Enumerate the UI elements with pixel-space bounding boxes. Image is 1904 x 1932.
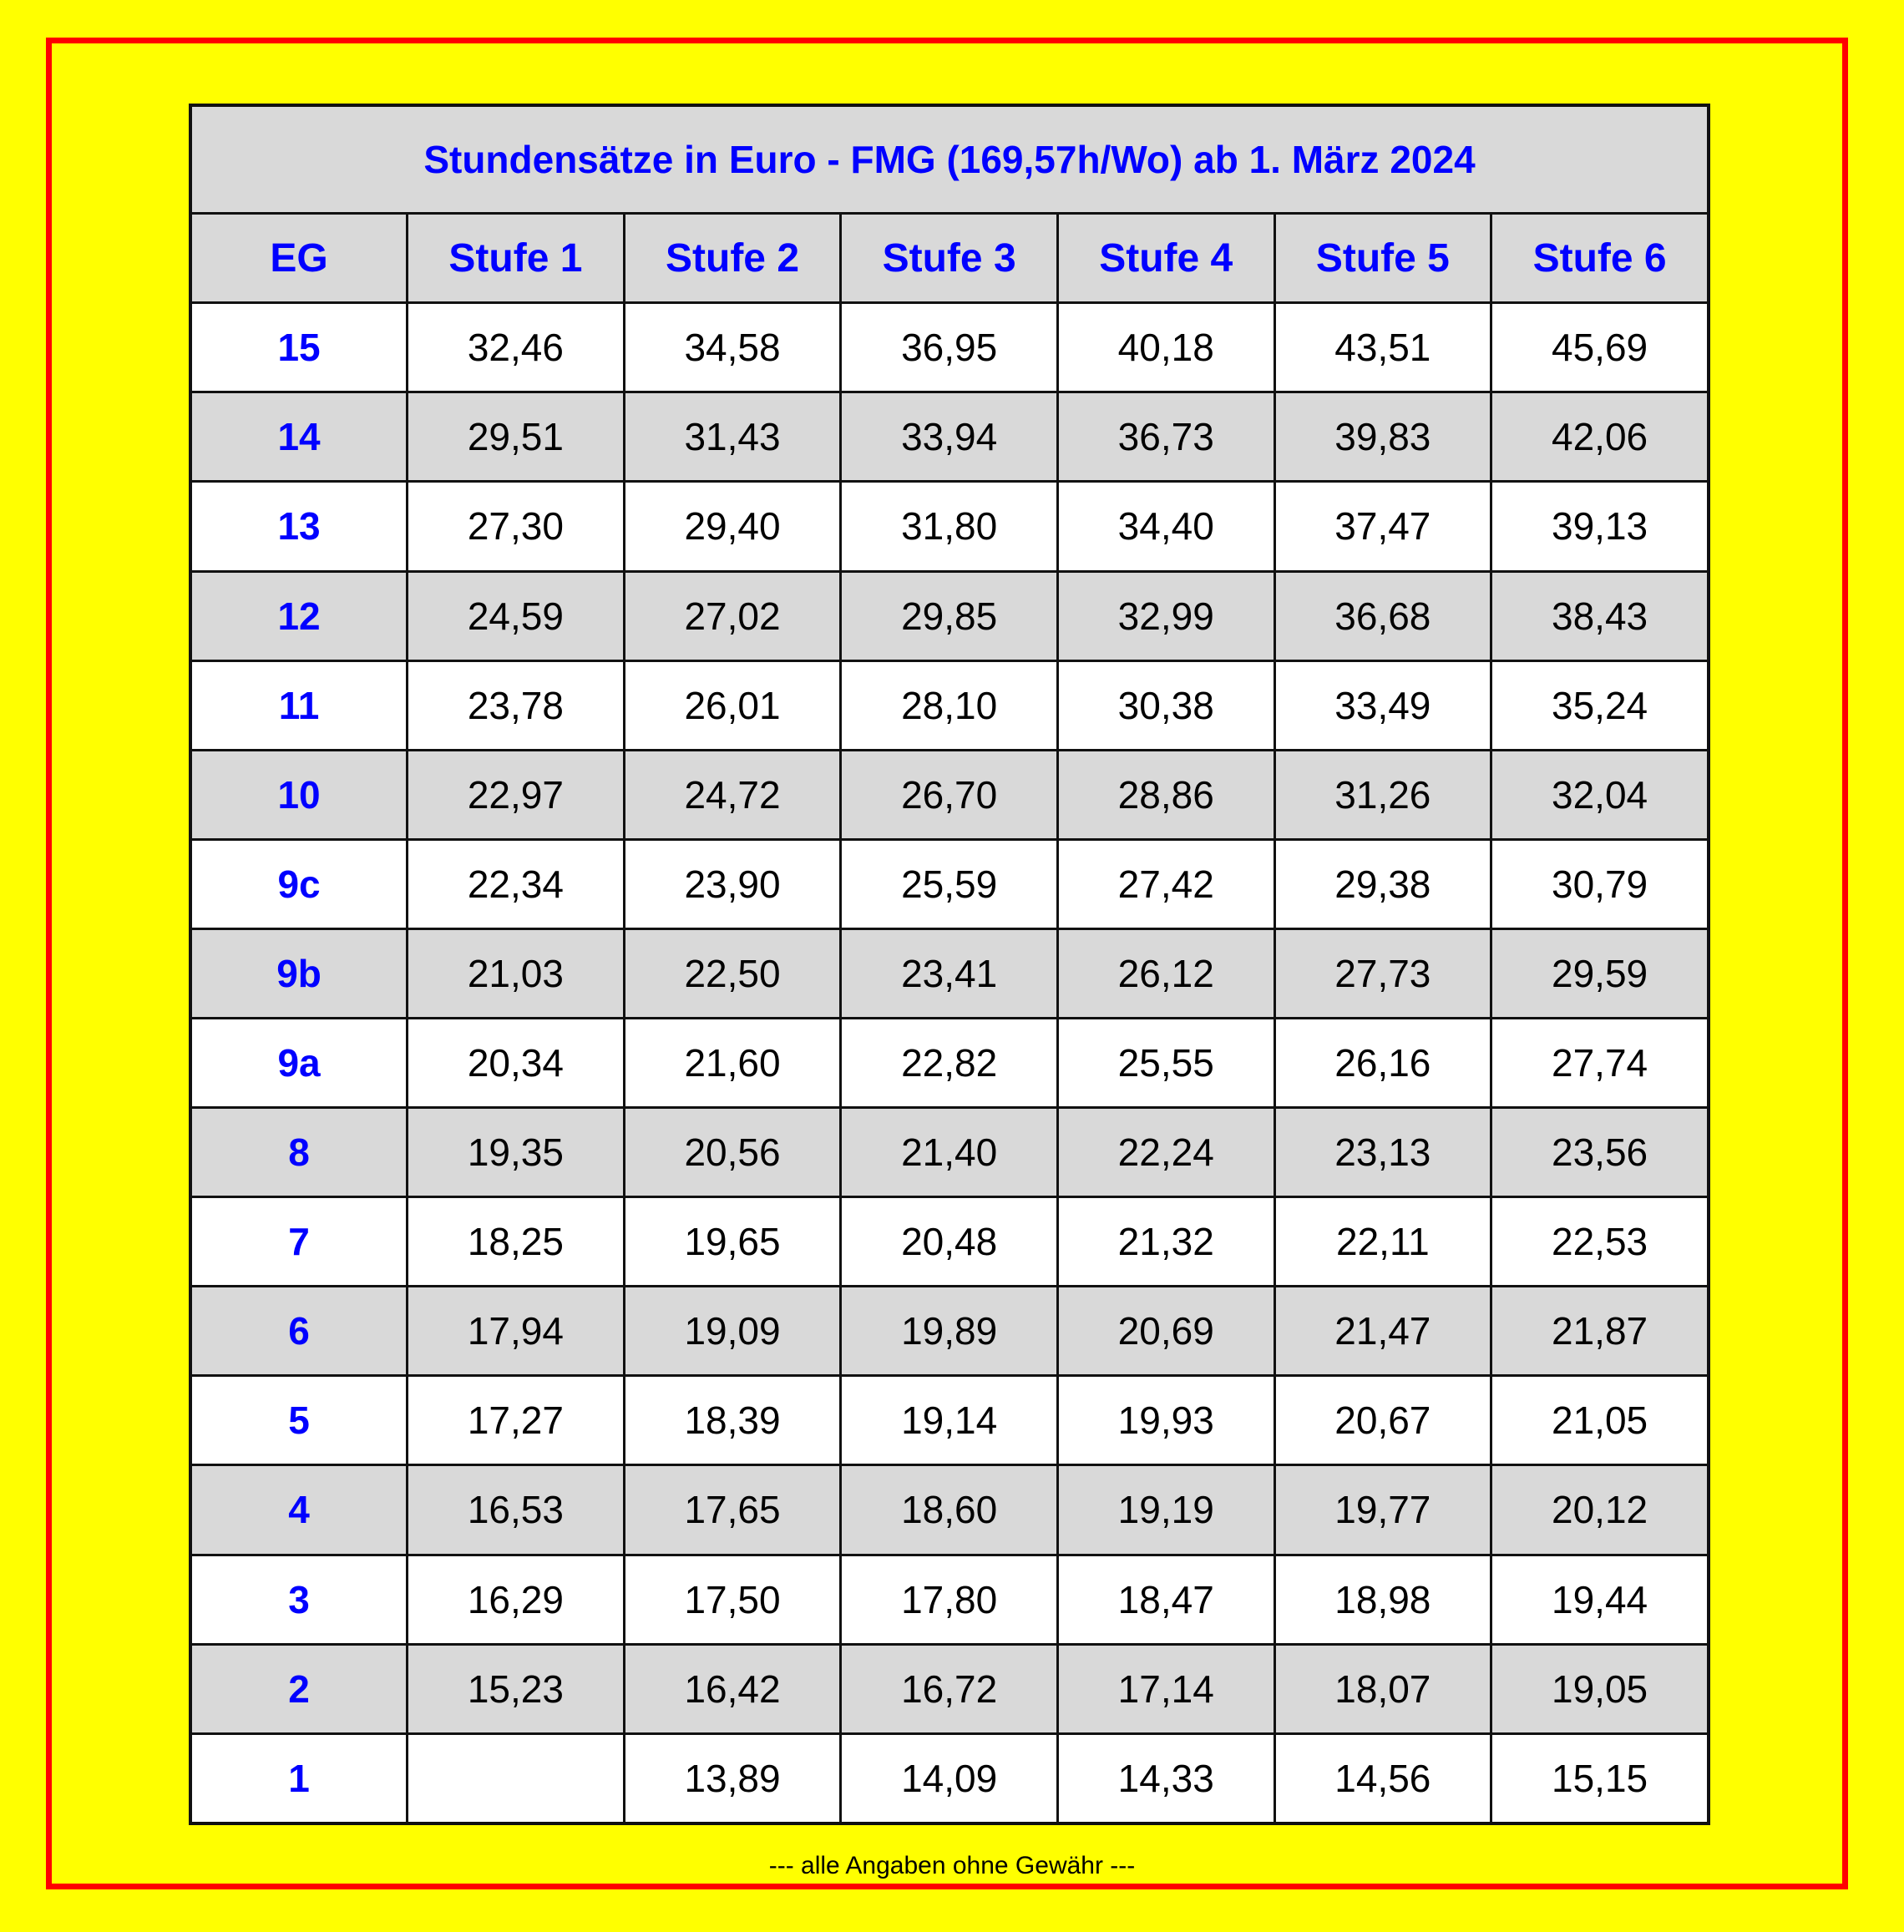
rate-cell: 16,29 <box>408 1555 625 1644</box>
rate-cell: 15,15 <box>1491 1733 1709 1823</box>
rate-cell: 18,07 <box>1274 1644 1491 1733</box>
rate-cell: 17,80 <box>841 1555 1058 1644</box>
rate-table <box>189 104 1710 1825</box>
rate-cell: 38,43 <box>1491 571 1709 660</box>
rate-cell: 22,82 <box>841 1018 1058 1107</box>
rate-cell: 31,43 <box>624 392 841 482</box>
table-row <box>190 1108 1709 1197</box>
rate-cell: 31,80 <box>841 482 1058 571</box>
eg-cell: 5 <box>190 1376 408 1465</box>
rate-cell: 29,51 <box>408 392 625 482</box>
rate-cell: 18,25 <box>408 1197 625 1287</box>
table-row <box>190 750 1709 839</box>
eg-cell: 6 <box>190 1287 408 1376</box>
rate-cell: 14,33 <box>1057 1733 1274 1823</box>
rate-cell: 17,65 <box>624 1465 841 1555</box>
eg-cell: 8 <box>190 1108 408 1197</box>
table-row <box>190 1465 1709 1555</box>
rate-cell: 21,40 <box>841 1108 1058 1197</box>
rate-cell: 30,79 <box>1491 839 1709 928</box>
column-header-stufe-1: Stufe 1 <box>408 214 625 303</box>
eg-cell: 1 <box>190 1733 408 1823</box>
title-row <box>190 105 1709 214</box>
rate-cell: 27,02 <box>624 571 841 660</box>
table-row <box>190 482 1709 571</box>
disclaimer-footnote: --- alle Angaben ohne Gewähr --- <box>768 1852 1136 1879</box>
rate-cell: 26,70 <box>841 750 1058 839</box>
column-header-eg: EG <box>190 214 408 303</box>
rate-cell: 33,49 <box>1274 660 1491 750</box>
rate-cell: 36,68 <box>1274 571 1491 660</box>
eg-cell: 2 <box>190 1644 408 1733</box>
eg-cell: 7 <box>190 1197 408 1287</box>
rate-cell: 42,06 <box>1491 392 1709 482</box>
rate-cell: 40,18 <box>1057 303 1274 392</box>
rate-cell: 29,59 <box>1491 928 1709 1018</box>
eg-cell: 9c <box>190 839 408 928</box>
eg-cell: 14 <box>190 392 408 482</box>
rate-cell: 45,69 <box>1491 303 1709 392</box>
rate-cell: 18,47 <box>1057 1555 1274 1644</box>
table-row <box>190 1733 1709 1823</box>
rate-cell: 31,26 <box>1274 750 1491 839</box>
rate-cell: 17,50 <box>624 1555 841 1644</box>
rate-cell: 25,59 <box>841 839 1058 928</box>
rate-cell: 18,39 <box>624 1376 841 1465</box>
rate-cell: 20,34 <box>408 1018 625 1107</box>
column-header-stufe-5: Stufe 5 <box>1274 214 1491 303</box>
rate-cell: 37,47 <box>1274 482 1491 571</box>
rate-cell: 30,38 <box>1057 660 1274 750</box>
table-title: Stundensätze in Euro - FMG (169,57h/Wo) ab 1. März 2024 <box>190 105 1709 214</box>
rate-cell: 19,65 <box>624 1197 841 1287</box>
rate-cell: 17,14 <box>1057 1644 1274 1733</box>
table-row <box>190 1287 1709 1376</box>
rate-cell: 36,73 <box>1057 392 1274 482</box>
eg-cell: 9a <box>190 1018 408 1107</box>
eg-cell: 13 <box>190 482 408 571</box>
rate-cell: 18,60 <box>841 1465 1058 1555</box>
rate-cell: 39,13 <box>1491 482 1709 571</box>
rate-cell: 20,67 <box>1274 1376 1491 1465</box>
header-row <box>190 214 1709 303</box>
rate-cell: 15,23 <box>408 1644 625 1733</box>
table-row <box>190 571 1709 660</box>
rate-cell: 22,53 <box>1491 1197 1709 1287</box>
rate-cell: 28,86 <box>1057 750 1274 839</box>
rate-cell: 16,42 <box>624 1644 841 1733</box>
rate-cell: 18,98 <box>1274 1555 1491 1644</box>
column-header-stufe-6: Stufe 6 <box>1491 214 1709 303</box>
rate-cell: 23,56 <box>1491 1108 1709 1197</box>
rate-cell: 27,74 <box>1491 1018 1709 1107</box>
rate-cell: 36,95 <box>841 303 1058 392</box>
rate-cell: 27,30 <box>408 482 625 571</box>
rate-cell: 22,97 <box>408 750 625 839</box>
rate-cell: 32,46 <box>408 303 625 392</box>
rate-cell: 19,93 <box>1057 1376 1274 1465</box>
rate-cell: 32,04 <box>1491 750 1709 839</box>
rate-cell: 19,89 <box>841 1287 1058 1376</box>
rate-cell: 39,83 <box>1274 392 1491 482</box>
eg-cell: 15 <box>190 303 408 392</box>
rate-cell: 17,94 <box>408 1287 625 1376</box>
rate-cell: 34,40 <box>1057 482 1274 571</box>
rate-cell: 21,47 <box>1274 1287 1491 1376</box>
eg-cell: 12 <box>190 571 408 660</box>
column-header-stufe-2: Stufe 2 <box>624 214 841 303</box>
eg-cell: 9b <box>190 928 408 1018</box>
rate-cell: 22,11 <box>1274 1197 1491 1287</box>
rate-cell: 29,38 <box>1274 839 1491 928</box>
rate-cell: 23,13 <box>1274 1108 1491 1197</box>
rate-cell: 19,44 <box>1491 1555 1709 1644</box>
rate-cell: 32,99 <box>1057 571 1274 660</box>
rate-cell: 22,24 <box>1057 1108 1274 1197</box>
rate-cell: 21,05 <box>1491 1376 1709 1465</box>
rate-cell: 21,60 <box>624 1018 841 1107</box>
rate-cell: 14,56 <box>1274 1733 1491 1823</box>
rate-cell: 14,09 <box>841 1733 1058 1823</box>
rate-cell: 16,72 <box>841 1644 1058 1733</box>
rate-cell: 26,12 <box>1057 928 1274 1018</box>
table-row <box>190 1018 1709 1107</box>
table-row <box>190 303 1709 392</box>
rate-cell: 13,89 <box>624 1733 841 1823</box>
rate-cell: 35,24 <box>1491 660 1709 750</box>
rate-cell: 27,73 <box>1274 928 1491 1018</box>
table-row <box>190 1197 1709 1287</box>
rate-cell: 21,03 <box>408 928 625 1018</box>
rate-cell: 25,55 <box>1057 1018 1274 1107</box>
rate-cell <box>408 1733 625 1823</box>
rate-cell: 19,05 <box>1491 1644 1709 1733</box>
rate-cell: 21,87 <box>1491 1287 1709 1376</box>
table-row <box>190 928 1709 1018</box>
rate-cell: 23,90 <box>624 839 841 928</box>
rate-cell: 20,69 <box>1057 1287 1274 1376</box>
rate-cell: 23,41 <box>841 928 1058 1018</box>
rate-cell: 29,40 <box>624 482 841 571</box>
table-row <box>190 839 1709 928</box>
table-row <box>190 1644 1709 1733</box>
rate-cell: 26,16 <box>1274 1018 1491 1107</box>
rate-cell: 17,27 <box>408 1376 625 1465</box>
eg-cell: 11 <box>190 660 408 750</box>
rate-cell: 23,78 <box>408 660 625 750</box>
rate-cell: 34,58 <box>624 303 841 392</box>
rate-cell: 19,77 <box>1274 1465 1491 1555</box>
column-header-stufe-4: Stufe 4 <box>1057 214 1274 303</box>
rate-cell: 19,14 <box>841 1376 1058 1465</box>
rate-cell: 21,32 <box>1057 1197 1274 1287</box>
rate-cell: 20,56 <box>624 1108 841 1197</box>
rate-cell: 19,19 <box>1057 1465 1274 1555</box>
rate-cell: 27,42 <box>1057 839 1274 928</box>
rate-cell: 26,01 <box>624 660 841 750</box>
table-row <box>190 392 1709 482</box>
rate-cell: 22,50 <box>624 928 841 1018</box>
rate-cell: 19,35 <box>408 1108 625 1197</box>
rate-cell: 22,34 <box>408 839 625 928</box>
eg-cell: 4 <box>190 1465 408 1555</box>
rate-cell: 24,59 <box>408 571 625 660</box>
rate-cell: 16,53 <box>408 1465 625 1555</box>
table-row <box>190 1376 1709 1465</box>
eg-cell: 10 <box>190 750 408 839</box>
table-row <box>190 1555 1709 1644</box>
rate-cell: 20,12 <box>1491 1465 1709 1555</box>
column-header-stufe-3: Stufe 3 <box>841 214 1058 303</box>
rate-cell: 19,09 <box>624 1287 841 1376</box>
rate-cell: 33,94 <box>841 392 1058 482</box>
table-row <box>190 660 1709 750</box>
rate-cell: 24,72 <box>624 750 841 839</box>
rate-cell: 29,85 <box>841 571 1058 660</box>
rate-cell: 20,48 <box>841 1197 1058 1287</box>
rate-cell: 28,10 <box>841 660 1058 750</box>
eg-cell: 3 <box>190 1555 408 1644</box>
rate-cell: 43,51 <box>1274 303 1491 392</box>
